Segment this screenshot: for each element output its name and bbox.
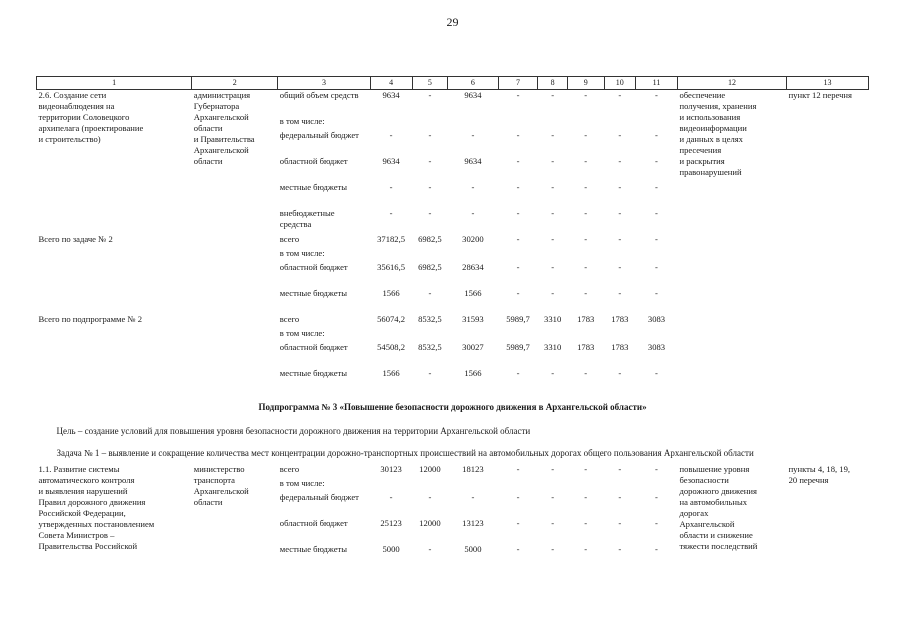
- funding-source: в том числе:: [279, 115, 325, 126]
- amount-cell: -: [471, 207, 475, 218]
- goal-text: Цель – создание условий для повышения уровня безопасности дорожного движения на территории Архангельской области: [56, 425, 531, 436]
- funding-source: местные бюджеты: [279, 287, 348, 298]
- amount-cell: -: [551, 517, 555, 528]
- amount-cell: -: [516, 90, 520, 100]
- amount-cell: -: [618, 155, 622, 166]
- amount-cell: -: [551, 543, 555, 554]
- amount-cell: -: [584, 517, 588, 528]
- amount-cell: -: [618, 543, 622, 554]
- amount-cell: -: [551, 90, 555, 100]
- table-row: [37, 464, 869, 478]
- amount-cell: -: [584, 287, 588, 298]
- amount-cell: 8532,5: [418, 341, 442, 352]
- amount-cell: -: [655, 463, 658, 474]
- amount-cell: 6982,5: [418, 233, 442, 244]
- column-header: 3: [278, 77, 370, 90]
- amount-cell: -: [551, 287, 555, 298]
- funding-source: местные бюджеты: [279, 181, 348, 192]
- amount-cell: -: [551, 261, 555, 272]
- amount-cell: -: [516, 233, 520, 244]
- amount-cell: -: [584, 181, 588, 192]
- amount-cell: 5989,7: [506, 313, 530, 324]
- expected-result: повышение уровня безопасности дорожного движения на автомобильных дорогах Архангельской области и снижение тяжести последствий: [679, 463, 758, 551]
- column-header: 12: [677, 77, 786, 90]
- activity-title: Всего по задаче № 2: [38, 233, 113, 244]
- amount-cell: -: [551, 207, 555, 218]
- amount-cell: [412, 328, 448, 342]
- column-header: 5: [412, 77, 448, 90]
- executor: администрация Губернатора Архангельской области и Правительства Архангельской области: [193, 90, 255, 166]
- amount-cell: [604, 328, 635, 342]
- amount-cell: -: [428, 90, 432, 100]
- amount-cell: 12000: [419, 517, 441, 528]
- funding-source: в том числе:: [279, 327, 325, 338]
- amount-cell: [538, 328, 567, 342]
- funding-source: областной бюджет: [279, 341, 348, 352]
- amount-cell: -: [655, 233, 658, 244]
- amount-cell: 1566: [382, 287, 400, 298]
- amount-cell: -: [584, 261, 588, 272]
- amount-cell: -: [655, 367, 658, 378]
- amount-cell: -: [551, 233, 555, 244]
- amount-cell: 8532,5: [418, 313, 442, 324]
- amount-cell: 37182,5: [377, 233, 406, 244]
- executor: [192, 234, 278, 314]
- funding-source: всего: [279, 233, 300, 244]
- amount-cell: -: [655, 155, 658, 166]
- amount-cell: 1566: [464, 367, 482, 378]
- amount-cell: 35616,5: [377, 261, 406, 272]
- amount-cell: -: [618, 367, 622, 378]
- amount-cell: [498, 478, 538, 492]
- amount-cell: -: [516, 543, 520, 554]
- funding-source: местные бюджеты: [279, 367, 348, 378]
- amount-cell: -: [618, 261, 622, 272]
- column-header: 8: [538, 77, 567, 90]
- amount-cell: -: [428, 287, 432, 298]
- amount-cell: 9634: [382, 90, 400, 100]
- amount-cell: [448, 116, 498, 130]
- funding-source: общий объем средств: [279, 90, 359, 100]
- amount-cell: -: [618, 287, 622, 298]
- amount-cell: -: [516, 181, 520, 192]
- amount-cell: 1783: [611, 313, 629, 324]
- amount-cell: 54508,2: [377, 341, 406, 352]
- amount-cell: -: [655, 207, 658, 218]
- table-row: [37, 314, 869, 328]
- column-header: 9: [567, 77, 604, 90]
- amount-cell: [567, 248, 604, 262]
- amount-cell: -: [551, 463, 555, 474]
- funding-source: в том числе:: [279, 477, 325, 488]
- amount-cell: [498, 248, 538, 262]
- program-table: [36, 76, 869, 570]
- amount-cell: -: [655, 517, 658, 528]
- amount-cell: -: [655, 90, 658, 100]
- reference: пункт 12 перечня: [788, 90, 852, 100]
- amount-cell: -: [389, 129, 393, 140]
- executor: [192, 314, 278, 394]
- amount-cell: -: [428, 491, 432, 502]
- column-header: 1: [37, 77, 192, 90]
- amount-cell: -: [551, 491, 555, 502]
- amount-cell: 13123: [462, 517, 484, 528]
- amount-cell: 3083: [647, 313, 666, 324]
- amount-cell: 18123: [462, 463, 484, 474]
- amount-cell: 1783: [611, 341, 629, 352]
- executor: министерство транспорта Архангельской области: [193, 463, 249, 507]
- amount-cell: 5000: [464, 543, 482, 554]
- funding-source: федеральный бюджет: [279, 491, 359, 502]
- amount-cell: [370, 328, 412, 342]
- amount-cell: [636, 116, 678, 130]
- amount-cell: -: [516, 155, 520, 166]
- funding-source: областной бюджет: [279, 261, 348, 272]
- amount-cell: -: [584, 207, 588, 218]
- amount-cell: -: [584, 129, 588, 140]
- column-header: 10: [604, 77, 635, 90]
- amount-cell: 12000: [419, 463, 441, 474]
- funding-source: всего: [279, 313, 300, 324]
- amount-cell: -: [428, 181, 432, 192]
- amount-cell: [412, 248, 448, 262]
- expected-result: [677, 234, 786, 314]
- amount-cell: -: [584, 367, 588, 378]
- activity-title: Всего по подпрограмме № 2: [38, 313, 143, 324]
- amount-cell: [604, 116, 635, 130]
- amount-cell: -: [584, 543, 588, 554]
- amount-cell: [567, 478, 604, 492]
- amount-cell: -: [584, 155, 588, 166]
- amount-cell: -: [516, 129, 520, 140]
- amount-cell: 3083: [647, 341, 666, 352]
- amount-cell: -: [551, 181, 555, 192]
- amount-cell: [412, 478, 448, 492]
- activity-title: 2.6. Создание сети видеонаблюдения на территории Соловецкого архипелага (проектирование и строительство): [38, 90, 144, 144]
- amount-cell: [370, 248, 412, 262]
- funding-source: областной бюджет: [279, 155, 348, 166]
- page-number: 29: [446, 15, 459, 29]
- amount-cell: 5989,7: [506, 341, 530, 352]
- header-row: [37, 77, 869, 90]
- amount-cell: -: [389, 491, 393, 502]
- amount-cell: -: [428, 207, 432, 218]
- amount-cell: 56074,2: [377, 313, 406, 324]
- amount-cell: [370, 478, 412, 492]
- expected-result: [677, 314, 786, 394]
- column-header: 6: [448, 77, 498, 90]
- amount-cell: 5000: [382, 543, 400, 554]
- reference: [787, 234, 869, 314]
- funding-source: областной бюджет: [279, 517, 348, 528]
- amount-cell: -: [618, 463, 622, 474]
- amount-cell: -: [389, 207, 393, 218]
- amount-cell: -: [655, 287, 658, 298]
- amount-cell: 1566: [464, 287, 482, 298]
- amount-cell: -: [516, 287, 520, 298]
- goal-text-row: [37, 420, 869, 442]
- amount-cell: [538, 478, 567, 492]
- amount-cell: -: [428, 155, 432, 166]
- amount-cell: [370, 116, 412, 130]
- amount-cell: -: [618, 129, 622, 140]
- funding-source: местные бюджеты: [279, 543, 348, 554]
- amount-cell: [538, 116, 567, 130]
- amount-cell: -: [655, 129, 658, 140]
- amount-cell: 3310: [544, 341, 562, 352]
- amount-cell: -: [551, 367, 555, 378]
- subprogram-title-row: [37, 394, 869, 420]
- amount-cell: -: [516, 463, 520, 474]
- amount-cell: -: [516, 207, 520, 218]
- amount-cell: 3310: [544, 313, 562, 324]
- amount-cell: -: [428, 543, 432, 554]
- amount-cell: 30123: [380, 463, 402, 474]
- amount-cell: -: [618, 491, 622, 502]
- amount-cell: -: [516, 517, 520, 528]
- column-header: 11: [636, 77, 678, 90]
- funding-source: в том числе:: [279, 247, 325, 258]
- amount-cell: -: [516, 491, 520, 502]
- reference: [787, 314, 869, 394]
- amount-cell: [604, 248, 635, 262]
- amount-cell: 1783: [577, 313, 595, 324]
- amount-cell: [498, 328, 538, 342]
- amount-cell: -: [584, 233, 588, 244]
- amount-cell: -: [618, 517, 622, 528]
- amount-cell: -: [584, 90, 588, 100]
- amount-cell: 30027: [462, 341, 484, 352]
- amount-cell: -: [471, 491, 475, 502]
- amount-cell: 9634: [382, 155, 400, 166]
- amount-cell: [538, 248, 567, 262]
- amount-cell: -: [584, 463, 588, 474]
- activity-title: 1.1. Развитие системы автоматического контроля и выявления нарушений Правил дорожного движения Российской Федерации, утвержденных постановлением Совета Министров – Правительства Российской: [38, 463, 155, 551]
- table-row: [37, 234, 869, 248]
- amount-cell: -: [471, 181, 475, 192]
- amount-cell: 31593: [462, 313, 484, 324]
- column-header: 2: [192, 77, 278, 90]
- amount-cell: 1566: [382, 367, 400, 378]
- task-text-row: [37, 442, 869, 464]
- amount-cell: 9634: [464, 90, 482, 100]
- amount-cell: -: [471, 129, 475, 140]
- amount-cell: [604, 478, 635, 492]
- amount-cell: [498, 116, 538, 130]
- amount-cell: [567, 116, 604, 130]
- amount-cell: -: [584, 491, 588, 502]
- amount-cell: -: [618, 207, 622, 218]
- amount-cell: -: [551, 155, 555, 166]
- funding-source: внебюджетные средства: [279, 207, 335, 229]
- expected-result: обеспечение получения, хранения и использования видеоинформации и данных в целях пресечения и раскрытия правонарушений: [679, 90, 757, 177]
- amount-cell: -: [516, 261, 520, 272]
- amount-cell: [567, 328, 604, 342]
- reference: пункты 4, 18, 19, 20 перечня: [788, 463, 851, 485]
- amount-cell: 28634: [462, 261, 484, 272]
- column-header: 4: [370, 77, 412, 90]
- amount-cell: -: [618, 90, 622, 100]
- amount-cell: -: [551, 129, 555, 140]
- amount-cell: [636, 478, 678, 492]
- amount-cell: [448, 328, 498, 342]
- amount-cell: -: [428, 367, 432, 378]
- funding-source: федеральный бюджет: [279, 129, 359, 140]
- table-row: [37, 90, 869, 116]
- task-text: Задача № 1 – выявление и сокращение количества мест концентрации дорожно-транспортных происшествий на автомобильных дорогах общего пользования Архангельской области: [56, 447, 754, 458]
- amount-cell: -: [389, 181, 393, 192]
- amount-cell: -: [655, 181, 658, 192]
- amount-cell: -: [428, 129, 432, 140]
- amount-cell: [636, 328, 678, 342]
- amount-cell: [636, 248, 678, 262]
- amount-cell: -: [655, 261, 658, 272]
- subprogram-title: Подпрограмма № 3 «Повышение безопасности дорожного движения в Архангельской области»: [258, 401, 647, 412]
- amount-cell: 30200: [462, 233, 484, 244]
- amount-cell: -: [655, 543, 658, 554]
- amount-cell: [448, 248, 498, 262]
- amount-cell: 6982,5: [418, 261, 442, 272]
- amount-cell: 1783: [577, 341, 595, 352]
- amount-cell: -: [618, 233, 622, 244]
- column-header: 13: [787, 77, 869, 90]
- amount-cell: [448, 478, 498, 492]
- amount-cell: -: [655, 491, 658, 502]
- amount-cell: 25123: [380, 517, 402, 528]
- amount-cell: -: [516, 367, 520, 378]
- column-header: 7: [498, 77, 538, 90]
- amount-cell: 9634: [464, 155, 482, 166]
- funding-source: всего: [279, 463, 300, 474]
- amount-cell: -: [618, 181, 622, 192]
- amount-cell: [412, 116, 448, 130]
